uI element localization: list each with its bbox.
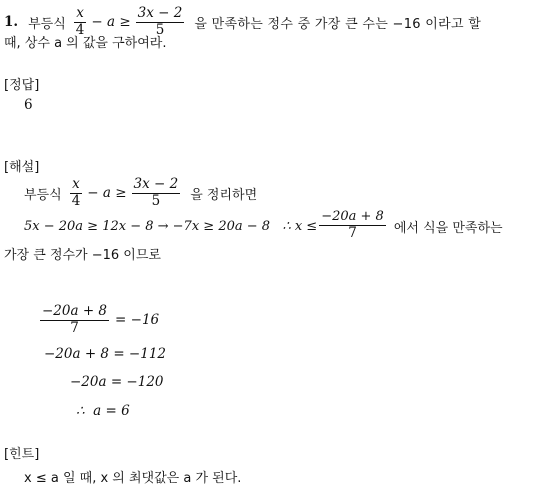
problem-line-1-tail: 을 만족하는 정수 중 가장 큰 수는 −16 이라고 할: [194, 16, 482, 32]
problem-fraction-rhs: $\frac{3x - 2}{5}$: [137, 4, 183, 38]
derivation-eq-3: −20a = −120: [70, 374, 164, 390]
solution-fraction-x-over-4: $\frac{x}{4}$: [71, 175, 81, 209]
solution-line-2-math: 5x − 20a ≥ 12x − 8 → −7x ≥ 20a − 8 ∴ x ≤: [24, 218, 318, 234]
solution-fraction-rhs: $\frac{3x - 2}{5}$: [133, 175, 179, 209]
derivation-eq-1: [38, 300, 159, 340]
answer-label: [정답]: [4, 78, 40, 93]
hint-text: x ≤ a 일 때, x 의 최댓값은 a 가 된다.: [24, 471, 242, 486]
solution-label: [해설]: [4, 160, 40, 175]
problem-fraction-x-over-4: $\frac{x}{4}$: [75, 4, 85, 38]
problem-lead: 부등식: [28, 16, 66, 32]
problem-number: 1.: [4, 14, 19, 30]
derivation-fraction: $\frac{-20a + 8}{7}$: [42, 302, 108, 336]
solution-fraction-bound: $\frac{-20a + 8}{7}$: [321, 209, 384, 242]
solution-line-2-tail: 에서 식을 만족하는: [393, 220, 503, 236]
answer-value: 6: [24, 97, 33, 113]
solution-line-1-tail: 을 정리하면: [190, 187, 258, 203]
solution-ineq-middle: − a ≥: [87, 185, 127, 201]
problem-line-2: 때, 상수 a 의 값을 구하여라.: [4, 36, 167, 51]
problem-ineq-middle: − a ≥: [91, 14, 131, 30]
derivation-eq-4: ∴ a = 6: [76, 403, 130, 419]
derivation-eq-1-rhs: = −16: [115, 312, 160, 328]
solution-line-3: 가장 큰 정수가 −16 이므로: [4, 248, 161, 263]
solution-line-2: [24, 206, 503, 246]
derivation-eq-2: −20a + 8 = −112: [44, 346, 166, 362]
solution-line-1-lead: 부등식: [24, 187, 62, 203]
hint-label: [힌트]: [4, 447, 40, 462]
